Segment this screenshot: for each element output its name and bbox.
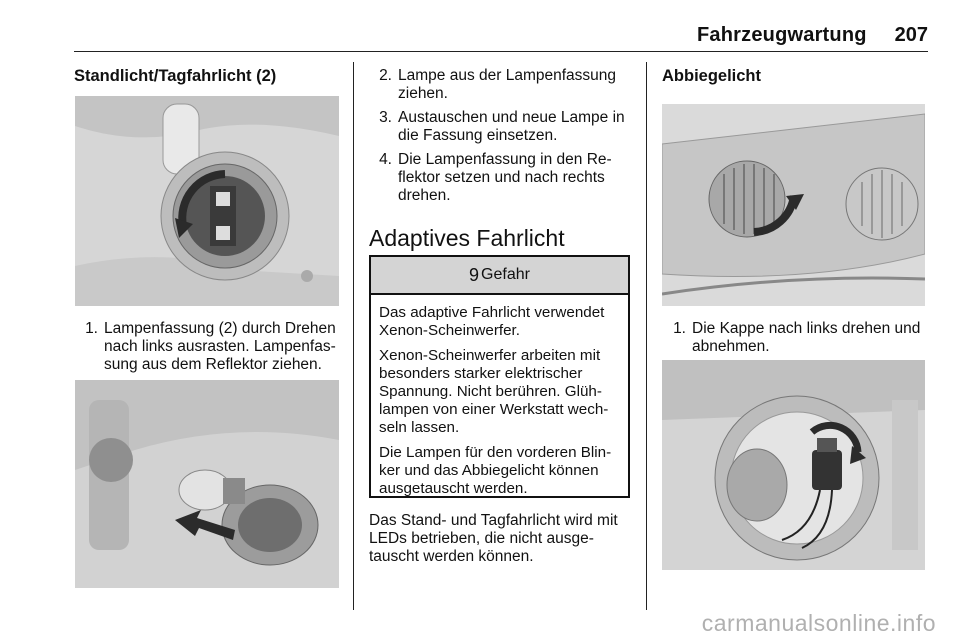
column-divider-2 [646, 62, 647, 610]
step-text: Die Lampenfassung in den Reflektor setzen und nach rechts drehen. [398, 151, 612, 204]
step-item [372, 151, 634, 205]
step-number: 1. [85, 320, 98, 337]
warning-icon: 9 [469, 264, 480, 285]
illustration-bulb-socket-rotate-svg [75, 96, 339, 306]
section-heading-adaptives-fahrlicht: Adaptives Fahrlicht [369, 225, 565, 251]
illustration-turn-bulb-socket-svg [662, 360, 925, 570]
section-heading-abbiegelicht: Abbiegelicht [662, 67, 762, 85]
step-text: Die Kappe nach links drehen und abnehmen. [692, 320, 921, 355]
step-item [372, 109, 634, 145]
step-text: Lampenfassung (2) durch Drehen nach links ausrasten. Lampenfassung aus dem Reflektor ziehen. [104, 320, 336, 373]
warning-header [371, 257, 628, 295]
step-number: 2. [379, 67, 392, 84]
section-heading-standlicht: Standlicht/Tagfahrlicht (2) [74, 67, 277, 85]
illustration-bulb-socket-rotate [75, 96, 339, 306]
header-rule [74, 51, 928, 52]
step-text: Lampe aus der Lampenfassung ziehen. [398, 67, 617, 102]
step-number: 4. [379, 151, 392, 168]
illustration-bulb-removal [75, 380, 339, 588]
step-number: 3. [379, 109, 392, 126]
steps-list-col3 [666, 320, 928, 362]
warning-title: Gefahr [481, 266, 530, 283]
step-item [666, 320, 928, 356]
illustration-headlamp-cap [662, 104, 925, 306]
warning-paragraph: Die Lampen für den vorderen Blinker und das Abbiegelicht können ausgetauscht werden. [379, 444, 612, 497]
step-item [372, 67, 634, 103]
watermark-text: carmanualsonline.info [701, 610, 936, 636]
steps-list-col2 [372, 67, 634, 211]
warning-paragraph: Das adaptive Fahrlicht verwendet Xenon-Scheinwerfer. [379, 304, 605, 339]
body-paragraph-led: Das Stand- und Tagfahrlicht wird mit LEDs betrieben, die nicht ausgetauscht werden können. [369, 512, 618, 565]
illustration-headlamp-cap-svg [662, 104, 925, 306]
illustration-turn-bulb-socket [662, 360, 925, 570]
warning-body [371, 295, 628, 498]
page-number: 207 [894, 24, 928, 46]
warning-paragraph: Xenon-Scheinwerfer arbeiten mit besonders starker elektrischer Spannung. Nicht berühren. Glühlampen von einer Werkstatt wechseln lassen. [379, 347, 609, 436]
illustration-bulb-removal-svg [75, 380, 339, 588]
page-header-title: Fahrzeugwartung [697, 24, 867, 46]
warning-box [369, 255, 630, 498]
steps-list-col1 [78, 320, 340, 380]
step-number: 1. [673, 320, 686, 337]
column-divider-1 [353, 62, 354, 610]
step-item [78, 320, 340, 374]
step-text: Austauschen und neue Lampe in die Fassung einsetzen. [398, 109, 625, 144]
